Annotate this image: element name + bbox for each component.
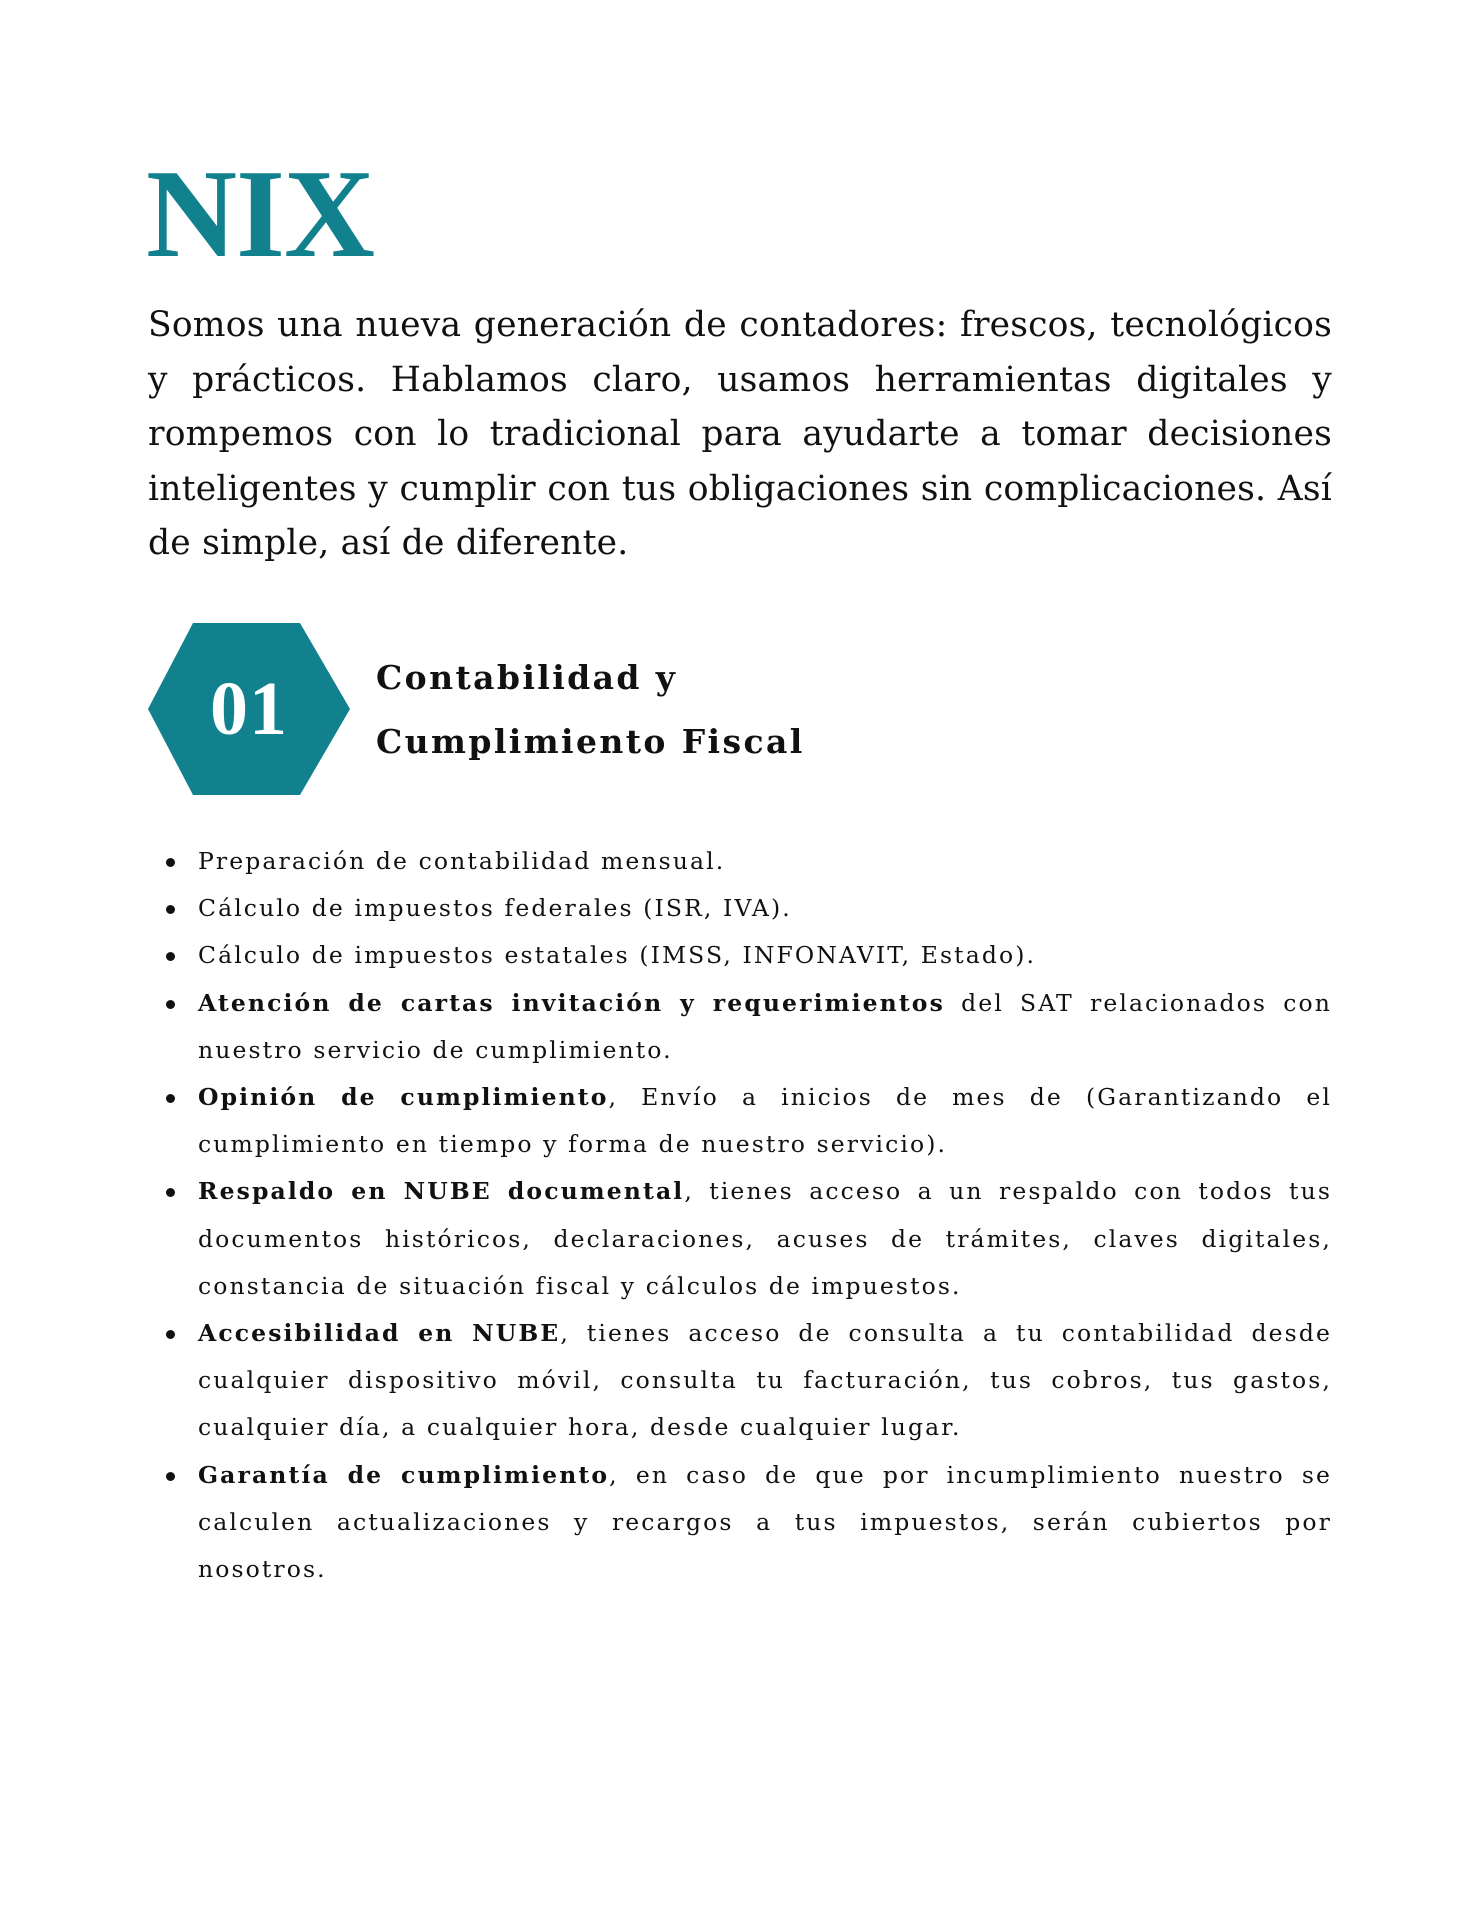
bullet-icon	[166, 1472, 175, 1481]
bullet-icon	[166, 1188, 175, 1197]
brand-title: NIX	[146, 145, 375, 284]
list-item-text: del SAT relacionados con nuestro servicio de cumplimiento.	[198, 988, 1333, 1064]
list-item-text: , tienes acceso a un respaldo con todos tus documentos históricos, declaraciones, acuses de trámites, claves digitales, constancia de situación fiscal y cálculos de impuestos.	[198, 1177, 1332, 1300]
section-number: 01	[210, 666, 288, 751]
list-item-text: Cálculo de impuestos estatales (IMSS, INFONAVIT, Estado).	[198, 941, 1037, 970]
list-item	[148, 1074, 1332, 1168]
bullet-icon	[166, 952, 175, 961]
list-item-text: Cálculo de impuestos federales (ISR, IVA).	[198, 894, 792, 923]
bullet-icon	[166, 858, 175, 867]
bullet-icon	[166, 905, 175, 914]
list-item-bold: Garantía de cumplimiento	[198, 1460, 610, 1489]
list-item-text: , en caso de que por incumplimiento nuestro se calculen actualizaciones y recargos a tus impuestos, serán cubiertos por nosotros.	[198, 1460, 1332, 1584]
list-item	[148, 980, 1332, 1074]
section-heading-line-2: Cumplimiento Fiscal	[376, 722, 805, 761]
section-heading-line-1: Contabilidad y	[376, 658, 678, 697]
list-item	[148, 1168, 1332, 1310]
bullet-icon	[166, 1330, 175, 1339]
list-item-bold: Atención de cartas invitación y requerimientos	[198, 988, 945, 1017]
list-item-text: Preparación de contabilidad mensual.	[198, 847, 726, 875]
intro-paragraph: Somos una nueva generación de contadores: frescos, tecnológicos y prácticos. Hablamos claro, usamos herramientas digitales y rompemos con lo tradicional para ayudarte a tomar decisiones inteligentes y cumplir con tus obligaciones sin complicaciones. Así de simple, así de diferente.	[148, 305, 1332, 563]
bullet-icon	[166, 1000, 175, 1009]
list-item	[148, 838, 1332, 885]
bullet-icon	[166, 1094, 175, 1103]
section-number-badge	[148, 623, 350, 795]
service-list	[148, 838, 1332, 1593]
list-item	[148, 885, 1332, 932]
list-item	[148, 1310, 1332, 1452]
list-item-bold: Opinión de cumplimiento	[198, 1083, 609, 1112]
section-heading	[376, 646, 805, 774]
list-item-text: , Envío a inicios de mes de (Garantizando el cumplimiento en tiempo y forma de nuestro servicio).	[198, 1083, 1332, 1159]
list-item	[148, 1452, 1332, 1594]
list-item-text: , tienes acceso de consulta a tu contabilidad desde cualquier dispositivo móvil, consulta tu facturación, tus cobros, tus gastos, cualquier día, a cualquier hora, desde cualquier lugar.	[198, 1319, 1332, 1442]
list-item-bold: Respaldo en NUBE documental	[198, 1177, 685, 1206]
list-item	[148, 932, 1332, 979]
list-item-bold: Accesibilidad en NUBE	[198, 1319, 561, 1348]
